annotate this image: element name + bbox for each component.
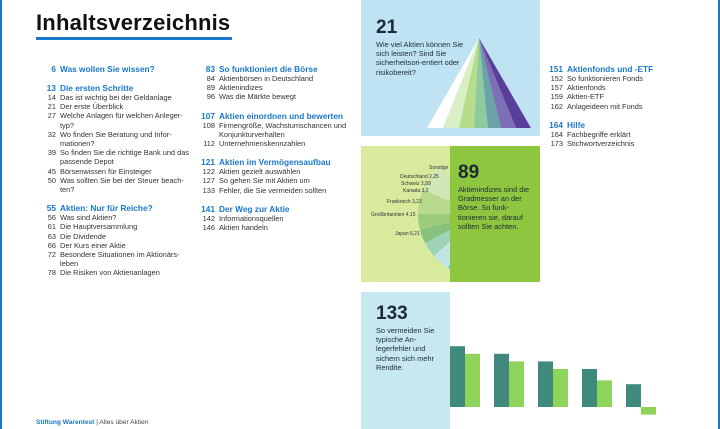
toc-entry	[36, 148, 196, 166]
box-number: 89	[458, 162, 480, 183]
toc-page-number: 14	[47, 93, 56, 102]
toc-text: Besondere Situationen im Aktionärs-leben	[60, 250, 180, 269]
title-underline	[36, 37, 232, 40]
box-number: 133	[376, 303, 408, 324]
toc-entry	[36, 176, 196, 194]
toc-text: Aktienindizes	[219, 83, 263, 93]
toc-page-number: 146	[202, 223, 215, 233]
toc-section	[195, 64, 355, 74]
toc-page-number: 152	[550, 74, 563, 83]
toc-text: Welche Anlagen für welchen Anleger-typ?	[60, 111, 183, 130]
toc-text: Aktienbörsen in Deutschland	[219, 74, 314, 83]
toc-text: Informationsquellen	[219, 213, 284, 223]
pie-label-sonstige: Sonstige	[429, 165, 449, 171]
toc-column-2	[195, 64, 355, 232]
toc-page-number: 173	[550, 139, 563, 149]
toc-entry	[195, 214, 355, 223]
toc-page-number: 32	[47, 129, 56, 139]
toc-text: Was die Märkte bewegt	[219, 92, 296, 102]
toc-text: Die Dividende	[60, 231, 107, 241]
toc-section	[36, 203, 196, 213]
toc-entry	[195, 121, 355, 139]
toc-page-number: 162	[550, 101, 563, 111]
toc-page-number: 13	[46, 83, 56, 93]
left-edge-line	[0, 0, 2, 429]
box-text: So vermeiden Sie typische An-legerfehler und sichern sich mehr Rendite.	[376, 326, 435, 372]
toc-section	[36, 64, 196, 74]
bar-dunkel-5	[626, 384, 641, 407]
toc-text: So funktioniert die Börse	[219, 64, 318, 74]
toc-entry	[36, 93, 196, 102]
toc-page-number: 142	[202, 213, 215, 223]
toc-page-number: 164	[550, 129, 563, 139]
toc-section	[543, 120, 703, 130]
toc-entry	[543, 74, 703, 83]
toc-page-number: 61	[47, 222, 56, 232]
toc-section	[36, 83, 196, 93]
bar-hell-4	[597, 380, 612, 407]
toc-section	[543, 64, 703, 74]
toc-page-number: 89	[206, 83, 215, 93]
bar-hell-2	[509, 361, 524, 407]
pie-label-grossbritannien: Großbritannien 4,15	[371, 212, 416, 218]
toc-entry	[36, 232, 196, 241]
pie-label-japan: Japan 6,21	[395, 231, 420, 237]
toc-entry	[195, 167, 355, 176]
toc-section	[195, 111, 355, 121]
toc-entry	[543, 92, 703, 101]
toc-page-number: 122	[202, 167, 215, 177]
pie-label-kanada: Kanada 3,2	[403, 188, 429, 194]
toc-page-number: 83	[205, 64, 215, 74]
toc-section	[195, 204, 355, 214]
toc-page-number: 55	[46, 203, 56, 214]
toc-entry	[36, 241, 196, 250]
toc-text: Anlageideen mit Fonds	[567, 101, 643, 111]
pie-label-schweiz: Schweiz 2,89	[401, 181, 431, 187]
toc-page-number: 141	[201, 203, 215, 214]
toc-page-number: 27	[47, 111, 56, 121]
toc-page-number: 121	[201, 157, 215, 168]
toc-text: Hilfe	[567, 119, 585, 130]
pie-label-frankreich: Frankreich 3,23	[387, 199, 422, 205]
toc-text: Firmengröße, Wachstumschancen und Konjunkturverhalten	[219, 120, 347, 139]
toc-page-number: 133	[202, 185, 215, 195]
toc-entry	[195, 186, 355, 195]
toc-page-number: 39	[47, 148, 56, 158]
toc-text: Aktienfonds	[567, 83, 606, 93]
bar-hell-1	[465, 354, 480, 407]
toc-text: Börsenwissen für Einsteiger	[60, 166, 152, 176]
toc-text: So finden Sie die richtige Bank und das passende Depot	[60, 148, 190, 167]
box-number: 21	[376, 17, 398, 38]
highlight-box-89	[450, 146, 540, 282]
bar-dunkel-3	[538, 361, 553, 407]
toc-page-number: 164	[549, 119, 563, 130]
toc-text: So gehen Sie mit Aktien um	[219, 176, 310, 186]
toc-entry	[195, 83, 355, 92]
toc-page-number: 108	[202, 120, 215, 130]
pie-label-deutschland: Deutschland 2,25	[400, 174, 439, 180]
box-text: Aktienindizes sind die Gradmesser an der Börse. So funk-tionieren sie, darauf sollten Sie achten.	[458, 185, 530, 231]
toc-page-number: 159	[550, 92, 563, 102]
highlight-box-21	[361, 0, 540, 136]
toc-text: Aktien im Vermögensaufbau	[219, 157, 331, 168]
toc-text: Fehler, die Sie vermeiden sollten	[219, 185, 327, 195]
toc-text: Das ist wichtig bei der Geldanlage	[60, 93, 172, 102]
toc-text: Wo finden Sie Beratung und Infor-mationen?	[60, 129, 172, 149]
bar-dunkel-1	[450, 346, 465, 407]
toc-text: Der Weg zur Aktie	[219, 203, 290, 214]
toc-page-number: 72	[47, 250, 56, 260]
toc-entry	[543, 139, 703, 148]
page-footer	[36, 419, 149, 426]
toc-entry	[195, 176, 355, 185]
toc-page-number: 6	[51, 64, 56, 74]
toc-entry	[36, 268, 196, 277]
toc-entry	[36, 213, 196, 222]
toc-page-number: 66	[47, 240, 56, 250]
toc-entry	[543, 83, 703, 92]
toc-text: Aktien handeln	[219, 223, 268, 233]
bar-hell-3	[553, 369, 568, 407]
toc-page-number: 50	[47, 175, 56, 185]
footer-brand: Stiftung Warentest	[36, 419, 95, 426]
toc-text: Der erste Überblick	[60, 102, 124, 112]
toc-text: Der Kurs einer Aktie	[60, 240, 126, 250]
toc-text: Aktien: Nur für Reiche?	[60, 203, 153, 214]
bar-dunkel-2	[494, 354, 509, 407]
toc-text: Aktien gezielt auswählen	[219, 167, 301, 177]
toc-text: Was sind Aktien?	[60, 213, 117, 223]
page-title: Inhaltsverzeichnis	[36, 10, 231, 35]
toc-text: So funktionieren Fonds	[567, 74, 644, 83]
bar-hell-5	[641, 407, 656, 415]
toc-entry	[195, 92, 355, 101]
toc-page-number: 127	[202, 176, 215, 186]
toc-page-number: 78	[47, 268, 56, 278]
toc-text: Was wollen Sie wissen?	[60, 64, 155, 74]
toc-text: Aktienfonds und -ETF	[567, 64, 654, 74]
toc-text: Fachbegriffe erklärt	[567, 129, 631, 139]
toc-entry	[36, 111, 196, 129]
toc-text: Stichwortverzeichnis	[567, 139, 635, 149]
toc-text: Aktien einordnen und bewerten	[219, 110, 344, 121]
toc-section	[195, 157, 355, 167]
toc-page-number: 56	[47, 213, 56, 223]
toc-column-3	[543, 64, 703, 148]
footer-book-title: Alles über Aktien	[99, 419, 149, 426]
toc-entry	[543, 130, 703, 139]
footer-separator: |	[94, 419, 100, 426]
toc-entry	[36, 130, 196, 148]
toc-page-number: 96	[206, 92, 215, 102]
mistakes-bar-chart	[450, 292, 660, 429]
toc-page-number: 151	[549, 64, 563, 74]
toc-page-number: 84	[206, 74, 215, 83]
highlight-box-133	[361, 292, 450, 429]
toc-text: Die ersten Schritte	[60, 83, 134, 93]
toc-entry	[195, 139, 355, 148]
pie-panel	[361, 146, 450, 282]
toc-page-number: 112	[203, 139, 215, 149]
bar-dunkel-4	[582, 369, 597, 407]
toc-entry	[36, 167, 196, 176]
toc-entry	[36, 102, 196, 111]
box-text: Wie viel Aktien können Sie sich leisten? Sind Sie sicherheitsori-entiert oder risikobereit?	[376, 40, 464, 77]
toc-entry	[543, 102, 703, 111]
toc-entry	[36, 250, 196, 268]
toc-column-1	[36, 64, 196, 278]
toc-page-number: 63	[47, 231, 56, 241]
toc-entry	[195, 223, 355, 232]
toc-page-number: 45	[47, 166, 56, 176]
toc-entry	[195, 74, 355, 83]
toc-text: Aktien-ETF	[567, 92, 604, 102]
toc-text: Die Hauptversammlung	[60, 222, 138, 232]
toc-page-number: 107	[201, 110, 215, 121]
toc-page-number: 157	[550, 83, 563, 93]
toc-text: Unternehmenskennzahlen	[219, 139, 306, 149]
toc-text: Die Risiken von Aktienanlagen	[60, 268, 160, 278]
toc-entry	[36, 222, 196, 231]
toc-text: Was sollten Sie bei der Steuer beach-ten?	[60, 175, 184, 195]
toc-page-number: 21	[47, 102, 56, 112]
